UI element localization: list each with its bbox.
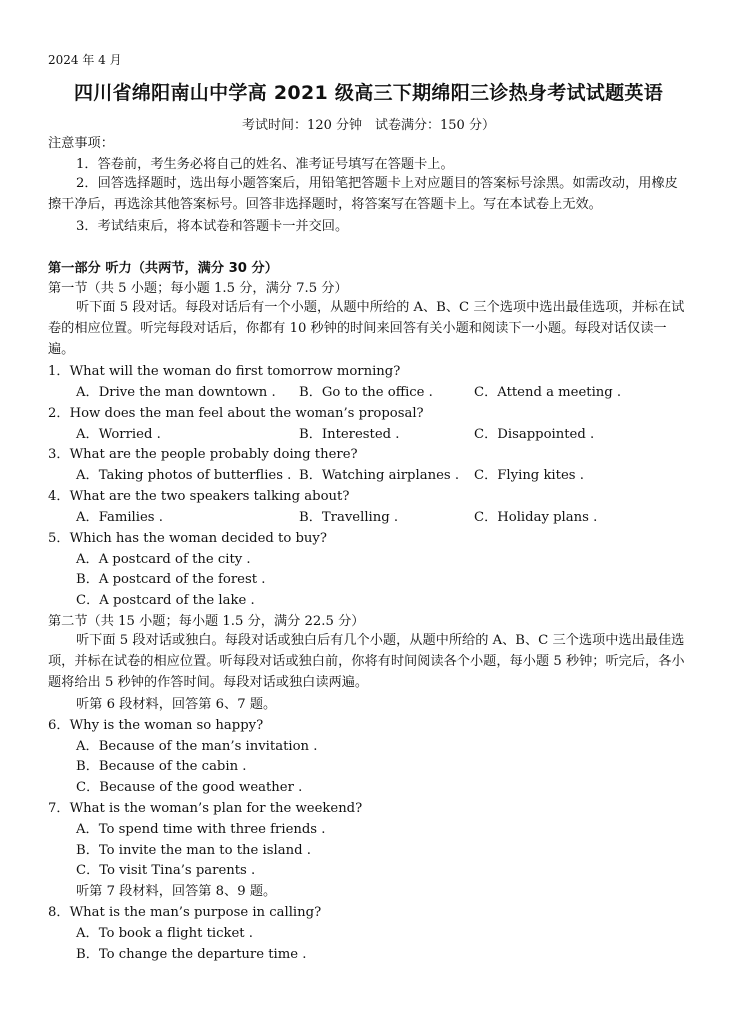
section2-heading: 第二节（共 15 小题；每小题 1.5 分，满分 22.5 分） — [48, 614, 365, 629]
q6-option-a: A．Because of the man’s invitation . — [76, 739, 318, 754]
q3-option-c: C．Flying kites . — [474, 468, 584, 483]
q7-option-c: C．To visit Tina’s parents . — [76, 863, 256, 878]
q5-option-c: C．A postcard of the lake . — [76, 593, 255, 608]
question-6: 6．Why is the woman so happy? — [48, 718, 264, 733]
question-2: 2．How does the man feel about the woman’s proposal? — [48, 406, 424, 421]
material-7-note: 听第 7 段材料，回答第 8、9 题。 — [76, 884, 277, 899]
question-1: 1．What will the woman do first tomorrow morning? — [48, 364, 401, 379]
q6-option-b: B．Because of the cabin . — [76, 759, 247, 774]
question-8: 8．What is the man’s purpose in calling? — [48, 905, 322, 920]
q7-option-a: A．To spend time with three friends . — [76, 822, 326, 837]
question-5: 5．Which has the woman decided to buy? — [48, 531, 327, 546]
question-3: 3．What are the people probably doing there? — [48, 447, 358, 462]
q1-option-a: A．Drive the man downtown . — [76, 385, 276, 400]
q8-option-a: A．To book a flight ticket . — [76, 926, 253, 941]
question-4: 4．What are the two speakers talking about? — [48, 489, 350, 504]
q3-option-a: A．Taking photos of butterflies . — [76, 468, 292, 483]
q1-option-c: C．Attend a meeting . — [474, 385, 622, 400]
q5-option-b: B．A postcard of the forest . — [76, 572, 266, 587]
q3-option-b: B．Watching airplanes . — [299, 468, 460, 483]
part1-heading: 第一部分 听力（共两节，满分 30 分） — [48, 261, 278, 276]
q4-option-c: C．Holiday plans . — [474, 510, 598, 525]
notice-item-3: 3．考试结束后，将本试卷和答题卡一并交回。 — [76, 219, 349, 234]
notice-heading: 注意事项： — [48, 136, 114, 151]
q2-option-b: B．Interested . — [299, 427, 400, 442]
notice-item-2: 2．回答选择题时，选出每小题答案后，用铅笔把答题卡上对应题目的答案标号涂黑。如需改动，用橡皮擦干净后，再选涂其他答案标号。回答非选择题时，将答案写在答题卡上。写在本试卷上无效。 — [48, 176, 678, 212]
q4-option-a: A．Families . — [76, 510, 163, 525]
section1-heading: 第一节（共 5 小题；每小题 1.5 分，满分 7.5 分） — [48, 281, 348, 296]
material-6-note: 听第 6 段材料，回答第 6、7 题。 — [76, 697, 277, 712]
q4-option-b: B．Travelling . — [299, 510, 399, 525]
section1-instruction: 听下面 5 段对话。每段对话后有一个小题，从题中所给的 A、B、C 三个选项中选出最佳选项，并标在试卷的相应位置。听完每段对话后，你都有 10 秒钟的时间来回答有关小题和阅读下一小题。每段对话仅读一遍。 — [48, 300, 685, 357]
q6-option-c: C．Because of the good weather . — [76, 780, 303, 795]
q2-option-a: A．Worried . — [76, 427, 161, 442]
q1-option-b: B．Go to the office . — [299, 385, 433, 400]
page-title: 四川省绵阳南山中学高 2021 级高三下期绵阳三诊热身考试试题英语 — [73, 82, 663, 104]
notice-item-1: 1．答卷前，考生务必将自己的姓名、准考证号填写在答题卡上。 — [76, 157, 454, 172]
question-7: 7．What is the woman’s plan for the weekend? — [48, 801, 363, 816]
q5-option-a: A．A postcard of the city . — [76, 552, 251, 567]
exam-date: 2024 年 4 月 — [48, 53, 122, 67]
exam-time-info: 考试时间：120 分钟 试卷满分：150 分） — [242, 118, 495, 133]
q7-option-b: B．To invite the man to the island . — [76, 843, 311, 858]
q2-option-c: C．Disappointed . — [474, 427, 595, 442]
q8-option-b: B．To change the departure time . — [76, 947, 307, 962]
section2-instruction: 听下面 5 段对话或独白。每段对话或独白后有几个小题，从题中所给的 A、B、C 三个选项中选出最佳选项，并标在试卷的相应位置。听每段对话或独白前，你将有时间阅读各个小题，每小题 5 秒钟；听完后，各小题将给出 5 秒钟的作答时间。每段对话或独白读两遍。 — [48, 633, 685, 690]
